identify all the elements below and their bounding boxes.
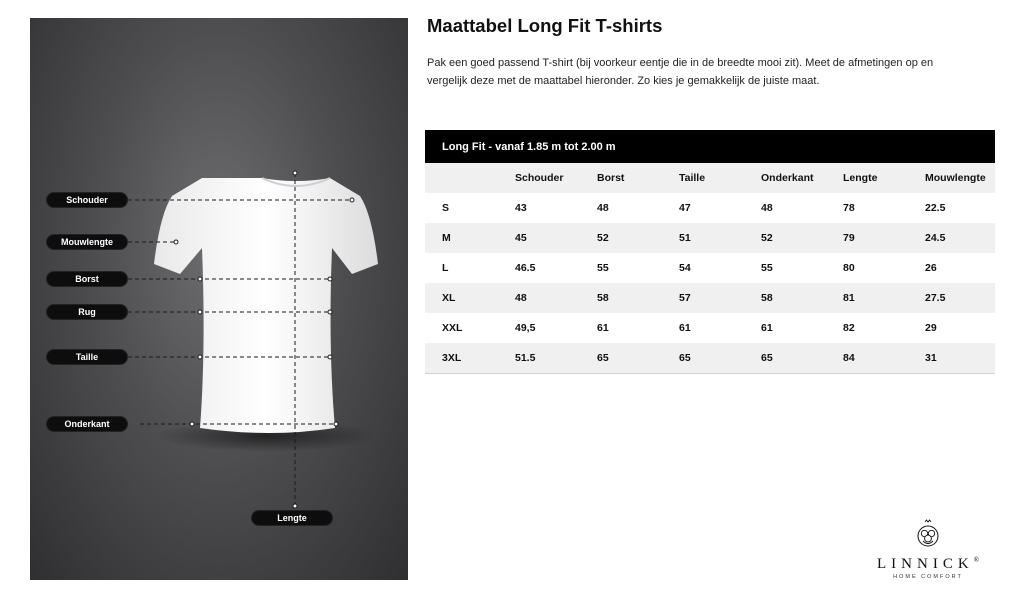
- table-row: [425, 193, 995, 223]
- value-cell: 58: [761, 283, 843, 313]
- label-taille: Taille: [47, 350, 127, 364]
- value-cell: 82: [843, 322, 855, 334]
- size-cell: S: [442, 202, 450, 214]
- table-row: [425, 223, 995, 253]
- brand-logo: [858, 519, 998, 580]
- value-cell: 27.5: [925, 283, 995, 313]
- column-header-onderkant: Onderkant: [761, 163, 843, 193]
- table-header-row: [425, 163, 995, 193]
- tshirt-graphic: [30, 18, 408, 580]
- table-row: [425, 253, 995, 283]
- value-cell: 46.5: [515, 262, 536, 274]
- column-header-mouwlengte: Mouwlengte: [925, 163, 995, 193]
- tshirt-icon: [154, 178, 378, 433]
- column-header-lengte: Lengte: [843, 163, 925, 193]
- value-cell: 81: [843, 283, 925, 313]
- value-cell: 65: [597, 343, 679, 374]
- value-cell: 78: [843, 202, 855, 214]
- value-cell: 65: [679, 343, 761, 374]
- value-cell: 57: [679, 283, 761, 313]
- value-cell: 51.5: [515, 343, 597, 374]
- value-cell: 80: [843, 262, 855, 274]
- value-cell: 79: [843, 223, 925, 253]
- value-cell: 22.5: [925, 202, 946, 214]
- value-cell: 58: [597, 283, 679, 313]
- size-cell: L: [442, 262, 449, 274]
- value-cell: 61: [679, 322, 691, 334]
- value-cell: 26: [925, 262, 937, 274]
- cotton-flower-icon: [915, 519, 941, 549]
- tshirt-measurement-illustration: [30, 18, 408, 580]
- value-cell: 47: [679, 202, 691, 214]
- value-cell: 45: [515, 223, 597, 253]
- value-cell: 55: [761, 262, 773, 274]
- intro-text: Pak een goed passend T-shirt (bij voorkeur eentje die in de breedte mooi zit). Meet de afmetingen op en vergelijk deze met de maattabel hieronder. Zo kies je gemakkelijk de juiste maat.: [427, 57, 934, 87]
- table-row: [425, 313, 995, 343]
- value-cell: 31: [925, 343, 995, 374]
- label-rug: Rug: [47, 305, 127, 319]
- value-cell: 52: [761, 223, 843, 253]
- value-cell: 65: [761, 343, 843, 374]
- page-title: Maattabel Long Fit T-shirts: [427, 15, 663, 36]
- size-table: [425, 130, 995, 374]
- value-cell: 24.5: [925, 223, 995, 253]
- label-lengte: Lengte: [252, 511, 332, 525]
- table-caption: Long Fit - vanaf 1.85 m tot 2.00 m: [425, 130, 995, 163]
- value-cell: 43: [515, 202, 527, 214]
- value-cell: 55: [597, 262, 609, 274]
- brand-tagline: HOME COMFORT: [893, 574, 963, 580]
- size-cell: XL: [425, 283, 515, 313]
- value-cell: 61: [597, 322, 609, 334]
- table-row: [425, 343, 995, 374]
- value-cell: 49,5: [515, 322, 536, 334]
- size-cell: 3XL: [425, 343, 515, 374]
- column-header: [425, 163, 515, 193]
- label-onderkant: Onderkant: [47, 417, 127, 431]
- label-mouwlengte: Mouwlengte: [47, 235, 127, 249]
- value-cell: 54: [679, 262, 691, 274]
- column-header-taille: Taille: [679, 163, 761, 193]
- value-cell: 51: [679, 223, 761, 253]
- size-cell: M: [425, 223, 515, 253]
- column-header-schouder: Schouder: [515, 163, 597, 193]
- size-cell: XXL: [442, 322, 463, 334]
- value-cell: 61: [761, 322, 773, 334]
- table-caption-row: [425, 130, 995, 163]
- brand-name: LINNICK®: [877, 556, 979, 572]
- label-borst: Borst: [47, 272, 127, 286]
- value-cell: 48: [761, 202, 773, 214]
- value-cell: 52: [597, 223, 679, 253]
- value-cell: 29: [925, 322, 937, 334]
- column-header-borst: Borst: [597, 163, 679, 193]
- value-cell: 48: [515, 283, 597, 313]
- table-row: [425, 283, 995, 313]
- label-schouder: Schouder: [47, 193, 127, 207]
- value-cell: 48: [597, 202, 609, 214]
- value-cell: 84: [843, 343, 925, 374]
